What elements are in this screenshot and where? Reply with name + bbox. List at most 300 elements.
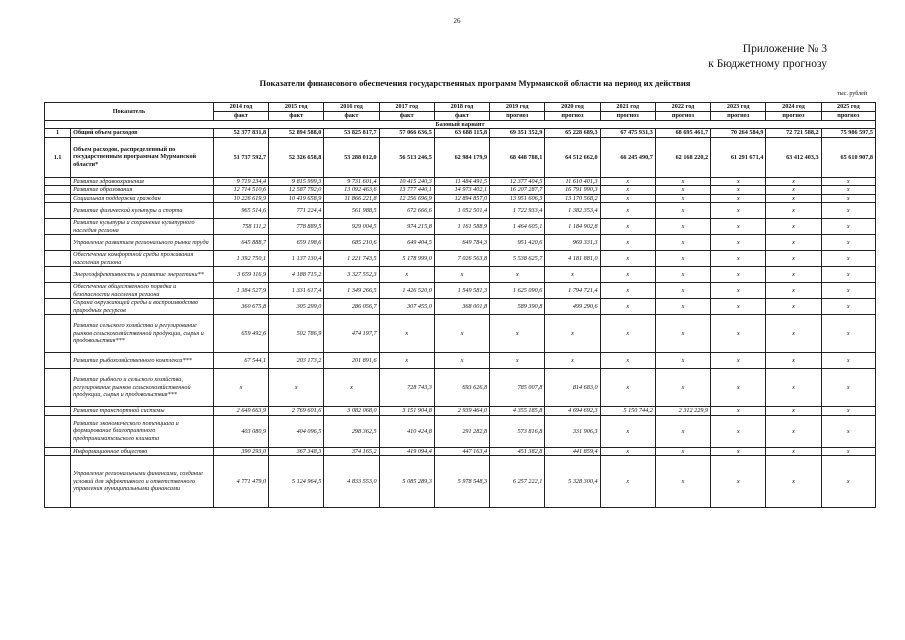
value-cell: 56 513 246,5 — [379, 137, 434, 177]
value-cell: x — [766, 447, 821, 456]
row-name: Энергоэффективность и развитие энергетики** — [71, 267, 214, 283]
value-cell: 814 683,0 — [545, 369, 600, 407]
value-cell: 5 085 289,3 — [379, 456, 434, 508]
value-cell: 203 173,2 — [269, 353, 324, 369]
value-cell: 307 455,0 — [379, 299, 434, 315]
row-name: Информационное общество — [71, 447, 214, 456]
document-title: Показатели финансового обеспечения государственных программ Мурманской области на период их действия — [259, 78, 691, 88]
value-cell: x — [434, 267, 489, 283]
row-name: Управление региональными финансами, создание условий для эффективного и ответственного управления муниципальными финансами — [71, 456, 214, 508]
header-year: 2017 год — [379, 103, 434, 112]
value-cell: x — [490, 267, 545, 283]
header-year: 2023 год — [711, 103, 766, 112]
header-year: 2014 год — [213, 103, 268, 112]
value-cell: x — [766, 177, 821, 186]
value-cell: 9 815 999,3 — [269, 177, 324, 186]
value-cell: 57 066 636,5 — [379, 129, 434, 138]
value-cell: x — [600, 299, 655, 315]
header-kind: прогноз — [766, 112, 821, 121]
value-cell: 331 906,3 — [545, 415, 600, 447]
value-cell: 645 888,7 — [213, 235, 268, 251]
table-row — [45, 177, 876, 186]
value-cell: x — [655, 267, 710, 283]
table-row — [45, 283, 876, 299]
row-index: 1 — [45, 129, 71, 138]
table-row — [45, 299, 876, 315]
value-cell: x — [821, 369, 875, 407]
value-cell: x — [600, 219, 655, 235]
value-cell: 291 282,8 — [434, 415, 489, 447]
table-row — [45, 137, 876, 177]
value-cell: x — [821, 177, 875, 186]
value-cell: 441 859,4 — [545, 447, 600, 456]
row-index — [45, 235, 71, 251]
value-cell: 13 170 568,2 — [545, 194, 600, 203]
value-cell: 286 056,7 — [324, 299, 379, 315]
financing-table — [44, 102, 876, 508]
value-cell: x — [655, 447, 710, 456]
value-cell: 298 362,5 — [324, 415, 379, 447]
value-cell: 66 245 490,7 — [600, 137, 655, 177]
value-cell: 3 659 116,9 — [213, 267, 268, 283]
row-index — [45, 283, 71, 299]
value-cell: x — [711, 186, 766, 195]
value-cell: 69 351 352,9 — [490, 129, 545, 138]
value-cell: x — [821, 456, 875, 508]
value-cell: x — [821, 251, 875, 267]
value-cell: x — [766, 315, 821, 353]
value-cell: x — [655, 186, 710, 195]
row-index — [45, 267, 71, 283]
value-cell: x — [600, 415, 655, 447]
value-cell: 5 150 744,2 — [600, 407, 655, 416]
value-cell: x — [655, 369, 710, 407]
value-cell: x — [600, 177, 655, 186]
value-cell: x — [655, 251, 710, 267]
value-cell: x — [711, 177, 766, 186]
row-index — [45, 369, 71, 407]
appendix-line-2: к Бюджетному прогнозу — [708, 58, 827, 70]
row-name: Развитие рыбохозяйственного комплекса*** — [71, 353, 214, 369]
value-cell: x — [655, 177, 710, 186]
value-cell: 965 514,6 — [213, 203, 268, 219]
value-cell: 1 137 130,4 — [269, 251, 324, 267]
row-index — [45, 219, 71, 235]
value-cell: x — [711, 203, 766, 219]
value-cell: x — [766, 251, 821, 267]
value-cell: 51 737 592,7 — [213, 137, 268, 177]
value-cell: x — [600, 186, 655, 195]
value-cell: x — [821, 415, 875, 447]
value-cell: 1 184 902,8 — [545, 219, 600, 235]
value-cell: x — [711, 194, 766, 203]
value-cell: 974 215,8 — [379, 219, 434, 235]
value-cell: x — [766, 353, 821, 369]
value-cell: x — [545, 315, 600, 353]
value-cell: 3 327 552,3 — [324, 267, 379, 283]
value-cell: 9 731 601,4 — [324, 177, 379, 186]
row-name: Социальная поддержка граждан — [71, 194, 214, 203]
header-year: 2018 год — [434, 103, 489, 112]
value-cell: 11 484 491,5 — [434, 177, 489, 186]
header-kind: факт — [324, 112, 379, 121]
value-cell: 451 382,8 — [490, 447, 545, 456]
value-cell: 6 257 222,1 — [490, 456, 545, 508]
row-index — [45, 407, 71, 416]
value-cell: 929 004,5 — [324, 219, 379, 235]
value-cell: 52 894 588,0 — [269, 129, 324, 138]
table-row — [45, 186, 876, 195]
header-kind: прогноз — [821, 112, 875, 121]
value-cell: x — [600, 235, 655, 251]
row-name: Охрана окружающей среды и воспроизводство природных ресурсов — [71, 299, 214, 315]
value-cell: 53 825 817,7 — [324, 129, 379, 138]
value-cell: 785 007,8 — [490, 369, 545, 407]
row-index — [45, 415, 71, 447]
row-name: Общий объем расходов — [71, 129, 214, 138]
value-cell: x — [655, 235, 710, 251]
value-cell: 672 666,6 — [379, 203, 434, 219]
header-year: 2025 год — [821, 103, 875, 112]
header-indicator: Показатель — [45, 103, 214, 121]
value-cell: 2 939 464,0 — [434, 407, 489, 416]
value-cell: x — [711, 407, 766, 416]
header-kind: факт — [379, 112, 434, 121]
row-index — [45, 315, 71, 353]
row-index — [45, 203, 71, 219]
row-index — [45, 447, 71, 456]
value-cell: 12 714 510,6 — [213, 186, 268, 195]
page-number: 26 — [453, 17, 461, 25]
value-cell: 4 694 692,3 — [545, 407, 600, 416]
value-cell: 1 464 605,1 — [490, 219, 545, 235]
row-name: Развитие рыбного и сельского хозяйства, регулирование рынков сельскохозяйственной продукции, сырья и продовольствия*** — [71, 369, 214, 407]
appendix-note — [708, 42, 827, 72]
value-cell: 589 390,8 — [490, 299, 545, 315]
value-cell: x — [766, 456, 821, 508]
row-name: Развитие культуры и сохранение культурного наследия региона — [71, 219, 214, 235]
value-cell: x — [766, 219, 821, 235]
value-cell: x — [766, 186, 821, 195]
value-cell: 1 349 266,5 — [324, 283, 379, 299]
value-cell: 53 288 012,0 — [324, 137, 379, 177]
value-cell: 68 695 461,7 — [655, 129, 710, 138]
value-cell: 1 331 617,4 — [269, 283, 324, 299]
value-cell: 1 722 933,4 — [490, 203, 545, 219]
value-cell: x — [711, 299, 766, 315]
value-cell: 12 256 696,9 — [379, 194, 434, 203]
value-cell: 778 889,5 — [269, 219, 324, 235]
header-kind: прогноз — [600, 112, 655, 121]
header-year: 2020 год — [545, 103, 600, 112]
value-cell: 63 412 403,3 — [766, 137, 821, 177]
header-year: 2024 год — [766, 103, 821, 112]
header-kind: прогноз — [490, 112, 545, 121]
value-cell: x — [821, 447, 875, 456]
row-name: Развитие транспортной системы — [71, 407, 214, 416]
value-cell: 1 794 721,4 — [545, 283, 600, 299]
header-year: 2019 год — [490, 103, 545, 112]
value-cell: 3 082 068,0 — [324, 407, 379, 416]
value-cell: 499 290,6 — [545, 299, 600, 315]
row-index — [45, 177, 71, 186]
value-cell: 685 210,6 — [324, 235, 379, 251]
value-cell: 367 348,3 — [269, 447, 324, 456]
value-cell: 368 001,8 — [434, 299, 489, 315]
row-index — [45, 186, 71, 195]
value-cell: x — [324, 369, 379, 407]
value-cell: x — [600, 251, 655, 267]
value-cell: x — [600, 315, 655, 353]
value-cell: 5 328 300,4 — [545, 456, 600, 508]
value-cell: x — [655, 315, 710, 353]
header-kind: факт — [213, 112, 268, 121]
value-cell: x — [766, 267, 821, 283]
value-cell: 4 771 479,0 — [213, 456, 268, 508]
row-name: Развитие сельского хозяйства и регулирование рынков сельскохозяйственной продукции, сырья и продовольствия*** — [71, 315, 214, 353]
value-cell: 13 951 606,3 — [490, 194, 545, 203]
value-cell: 2 649 663,9 — [213, 407, 268, 416]
value-cell: x — [655, 415, 710, 447]
row-index — [45, 456, 71, 508]
row-name: Развитие образования — [71, 186, 214, 195]
header-row-years — [45, 103, 876, 112]
value-cell: 1 221 743,5 — [324, 251, 379, 267]
value-cell: x — [600, 447, 655, 456]
value-cell: x — [821, 299, 875, 315]
value-cell: x — [766, 299, 821, 315]
value-cell: x — [821, 219, 875, 235]
value-cell: 12 894 857,0 — [434, 194, 489, 203]
value-cell: 62 984 179,9 — [434, 137, 489, 177]
value-cell: 758 111,2 — [213, 219, 268, 235]
table-row — [45, 219, 876, 235]
header-kind: факт — [269, 112, 324, 121]
table-row — [45, 456, 876, 508]
row-index: 1.1 — [45, 137, 71, 177]
value-cell: 693 626,8 — [434, 369, 489, 407]
units-label: тыс. рублей — [837, 91, 867, 97]
value-cell: x — [766, 203, 821, 219]
value-cell: x — [655, 283, 710, 299]
value-cell: 10 419 658,9 — [269, 194, 324, 203]
header-year: 2021 год — [600, 103, 655, 112]
value-cell: 10 415 240,3 — [379, 177, 434, 186]
table-row — [45, 251, 876, 267]
value-cell: x — [821, 407, 875, 416]
value-cell: x — [600, 203, 655, 219]
value-cell: 5 978 548,3 — [434, 456, 489, 508]
value-cell: 1 426 520,0 — [379, 283, 434, 299]
value-cell: 16 207 287,7 — [490, 186, 545, 195]
value-cell: 969 331,3 — [545, 235, 600, 251]
header-year: 2022 год — [655, 103, 710, 112]
value-cell: x — [711, 447, 766, 456]
value-cell: 419 094,4 — [379, 447, 434, 456]
value-cell: 72 721 588,2 — [766, 129, 821, 138]
value-cell: 374 165,2 — [324, 447, 379, 456]
value-cell: 951 420,6 — [490, 235, 545, 251]
value-cell: x — [711, 251, 766, 267]
value-cell: 1 392 750,1 — [213, 251, 268, 267]
value-cell: x — [711, 235, 766, 251]
value-cell: 474 197,7 — [324, 315, 379, 353]
table-row — [45, 267, 876, 283]
value-cell: 649 784,3 — [434, 235, 489, 251]
value-cell: x — [213, 369, 268, 407]
value-cell: x — [600, 369, 655, 407]
value-cell: 728 743,3 — [379, 369, 434, 407]
value-cell: x — [655, 299, 710, 315]
variant-row — [45, 121, 876, 129]
value-cell: 2 312 229,9 — [655, 407, 710, 416]
value-cell: 390 293,0 — [213, 447, 268, 456]
value-cell: x — [766, 283, 821, 299]
value-cell: x — [545, 267, 600, 283]
value-cell: 1 549 581,3 — [434, 283, 489, 299]
value-cell: 13 777 440,1 — [379, 186, 434, 195]
value-cell: x — [711, 353, 766, 369]
value-cell: 65 610 907,8 — [821, 137, 875, 177]
value-cell: x — [490, 315, 545, 353]
row-index — [45, 194, 71, 203]
value-cell: x — [655, 194, 710, 203]
row-name: Обеспечение комфортной среды проживания населения региона — [71, 251, 214, 267]
table-row — [45, 407, 876, 416]
value-cell: 75 986 597,5 — [821, 129, 875, 138]
value-cell: 9 719 234,4 — [213, 177, 268, 186]
value-cell: 1 625 090,6 — [490, 283, 545, 299]
row-name: Управление развитием регионального рынка труда — [71, 235, 214, 251]
value-cell: x — [821, 235, 875, 251]
value-cell: x — [269, 369, 324, 407]
value-cell: 502 786,9 — [269, 315, 324, 353]
value-cell: x — [711, 415, 766, 447]
value-cell: x — [600, 267, 655, 283]
value-cell: x — [379, 315, 434, 353]
value-cell: x — [655, 203, 710, 219]
value-cell: 5 124 964,5 — [269, 456, 324, 508]
value-cell: x — [766, 407, 821, 416]
value-cell: x — [711, 219, 766, 235]
value-cell: x — [766, 194, 821, 203]
header-kind: прогноз — [655, 112, 710, 121]
table-row — [45, 203, 876, 219]
value-cell: 68 448 788,1 — [490, 137, 545, 177]
value-cell: 360 675,8 — [213, 299, 268, 315]
value-cell: x — [600, 194, 655, 203]
value-cell: 201 891,6 — [324, 353, 379, 369]
value-cell: 403 080,9 — [213, 415, 268, 447]
value-cell: x — [821, 283, 875, 299]
header-year: 2016 год — [324, 103, 379, 112]
value-cell: 7 026 563,8 — [434, 251, 489, 267]
row-name: Обеспечение общественного порядка и безопасности населения региона — [71, 283, 214, 299]
value-cell: 12 587 792,0 — [269, 186, 324, 195]
value-cell: x — [379, 267, 434, 283]
value-cell: 1 382 353,4 — [545, 203, 600, 219]
value-cell: 67 475 931,3 — [600, 129, 655, 138]
value-cell: 63 688 115,8 — [434, 129, 489, 138]
value-cell: x — [434, 353, 489, 369]
header-kind: прогноз — [711, 112, 766, 121]
value-cell: x — [821, 267, 875, 283]
value-cell: x — [711, 267, 766, 283]
value-cell: x — [821, 186, 875, 195]
value-cell: 4 833 553,0 — [324, 456, 379, 508]
value-cell: 3 151 904,8 — [379, 407, 434, 416]
value-cell: 2 769 601,6 — [269, 407, 324, 416]
value-cell: 11 866 221,8 — [324, 194, 379, 203]
value-cell: 4 355 185,8 — [490, 407, 545, 416]
value-cell: 61 291 671,4 — [711, 137, 766, 177]
header-kind: прогноз — [545, 112, 600, 121]
value-cell: 4 181 881,0 — [545, 251, 600, 267]
value-cell: x — [600, 456, 655, 508]
value-cell: 65 228 689,3 — [545, 129, 600, 138]
value-cell: 70 264 584,9 — [711, 129, 766, 138]
header-kind: факт — [434, 112, 489, 121]
table-row — [45, 129, 876, 138]
row-index — [45, 251, 71, 267]
row-name: Развитие здравоохранения — [71, 177, 214, 186]
value-cell: x — [545, 353, 600, 369]
value-cell: x — [490, 353, 545, 369]
value-cell: x — [379, 353, 434, 369]
value-cell: x — [655, 353, 710, 369]
table-row — [45, 315, 876, 353]
value-cell: 659 198,6 — [269, 235, 324, 251]
table-row — [45, 415, 876, 447]
header-year: 2015 год — [269, 103, 324, 112]
value-cell: 4 188 715,2 — [269, 267, 324, 283]
value-cell: 447 163,4 — [434, 447, 489, 456]
row-name: Объем расходов, распределенный по государственным программам Мурманской области* — [71, 137, 214, 177]
value-cell: x — [600, 353, 655, 369]
value-cell: 64 512 662,0 — [545, 137, 600, 177]
value-cell: 5 538 625,7 — [490, 251, 545, 267]
table-row — [45, 369, 876, 407]
value-cell: x — [711, 369, 766, 407]
value-cell: x — [711, 315, 766, 353]
value-cell: x — [434, 315, 489, 353]
row-index — [45, 299, 71, 315]
value-cell: 1 384 527,9 — [213, 283, 268, 299]
value-cell: 659 492,6 — [213, 315, 268, 353]
table-row — [45, 447, 876, 456]
value-cell: 52 377 831,8 — [213, 129, 268, 138]
value-cell: x — [655, 456, 710, 508]
value-cell: x — [655, 219, 710, 235]
value-cell: x — [821, 315, 875, 353]
table-row — [45, 235, 876, 251]
value-cell: 10 226 619,9 — [213, 194, 268, 203]
table-row — [45, 194, 876, 203]
value-cell: 13 092 463,6 — [324, 186, 379, 195]
value-cell: 5 178 999,0 — [379, 251, 434, 267]
value-cell: 1 161 588,9 — [434, 219, 489, 235]
value-cell: 67 544,1 — [213, 353, 268, 369]
variant-label: Базовый вариант — [45, 121, 876, 129]
row-name: Развитие физической культуры и спорта — [71, 203, 214, 219]
value-cell: x — [600, 283, 655, 299]
value-cell: x — [821, 194, 875, 203]
value-cell: 1 052 501,4 — [434, 203, 489, 219]
value-cell: x — [711, 283, 766, 299]
value-cell: x — [766, 415, 821, 447]
row-name: Развитие экономического потенциала и формирование благоприятного предпринимательского климата — [71, 415, 214, 447]
value-cell: 771 224,4 — [269, 203, 324, 219]
